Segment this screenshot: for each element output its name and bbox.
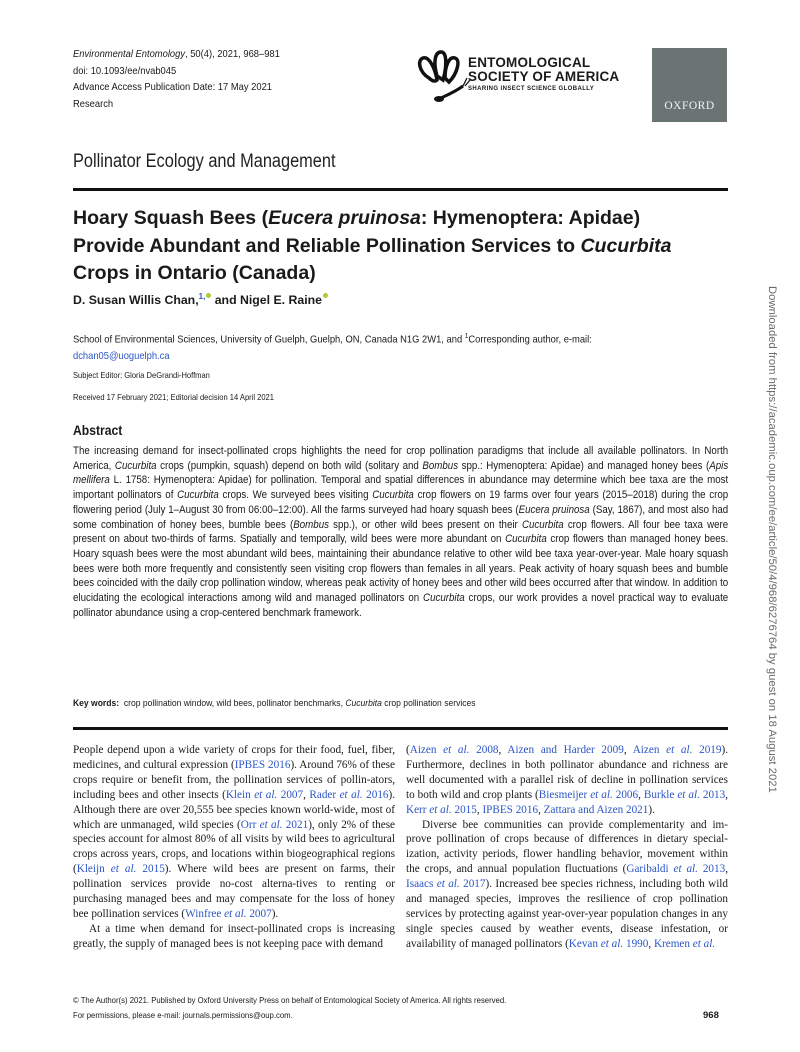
esa-logo-text: ENTOMOLOGICAL SOCIETY OF AMERICA SHARING INSECT SCIENCE GLOBALLY: [468, 55, 620, 92]
copyright-footer: [73, 993, 506, 1023]
citation-link[interactable]: Orr et al. 2021: [240, 818, 309, 831]
body-column-right: [406, 743, 728, 952]
article-title: Hoary Squash Bees (Eucera pruinosa: Hymenoptera: Apidae) Provide Abundant and Reliable Pollination Services to Cucurbita Crops in Ontario (Canada): [73, 207, 672, 284]
top-divider: [73, 188, 728, 191]
affiliation-marker[interactable]: 1,: [198, 292, 206, 301]
subject-editor: Subject Editor: Gloria DeGrandi-Hoffman: [73, 370, 210, 380]
journal-meta: [73, 47, 280, 113]
citation-link[interactable]: Klein et al. 2007: [225, 788, 304, 801]
citation-link[interactable]: Biesmeijer et al. 2006: [538, 788, 639, 801]
affiliation: School of Environmental Sciences, University of Guelph, Guelph, ON, Canada N1G 2W1, and $^1$Corresponding author, e-mail: dchan05@uoguelph.ca: [73, 333, 592, 362]
journal-name: Environmental Entomology: [73, 49, 186, 60]
author-email-link[interactable]: dchan05@uoguelph.ca: [73, 350, 170, 362]
citation-link[interactable]: Aizen et al. 2008: [409, 744, 499, 756]
body-column-left: [73, 743, 395, 952]
citation-link[interactable]: Aizen et al. 2019: [632, 744, 722, 756]
abstract-heading: Abstract: [73, 423, 123, 438]
page-number: 968: [703, 1010, 719, 1021]
citation-link[interactable]: Zattara and Aizen 2021: [543, 803, 649, 816]
citation-link[interactable]: IPBES 2016: [482, 803, 539, 816]
citation-link[interactable]: Kerr et al. 2015: [406, 803, 477, 816]
received-dates: Received 17 February 2021; Editorial decision 14 April 2021: [73, 392, 274, 402]
article-type: Research: [73, 98, 114, 110]
journal-citation: Environmental Entomology, 50(4), 2021, 968–981: [73, 49, 280, 60]
body-paragraph: Diverse bee communities can provide complementarity and im-prove pollination of crops because of differences in dietary special-ization, activity periods, flower handling behavior, movement within the crops, and annual population fluctuations (Garibaldi et al. 2013, Isaacs et al. 2017). Increased bee species richness, including both wild and managed species, improves the resilience of crop pollination services by protecting against year-over-year population changes in any single species caused by weather events, disease infestation, or availability of managed pollinators (Kevan et al. 1990, Kremen et al.: [406, 818, 729, 950]
doi[interactable]: doi: 10.1093/ee/nvab045: [73, 65, 177, 77]
abstract-divider: [73, 727, 728, 730]
citation-link[interactable]: Winfree et al. 2007: [185, 907, 272, 920]
body-paragraph: At a time when demand for insect-pollinated crops is increasing greatly, the supply of managed bees is not keeping pace with demand: [73, 922, 395, 950]
body-paragraph: People depend upon a wide variety of crops for their food, fuel, fiber, medicines, and cultural expression (IPBES 2016). Around 76% of these crops require or benefit from, the pollination services of pollin-ators, including bees and other insects (Klein et al. 2007, Rader et al. 2016). Although there are over 20,555 bee species known world-wide, most of which are unmanaged, wild species (Orr et al. 2021), only 2% of these species account for almost 80% of all visits by wild bees to agricultural crops across years, crops, and locations within biogeographical regions (Kleijn et al. 2015). Where wild bees are present on farms, their pollination services provide no-cost alterna-tives to renting or purchasing managed bees and may compensate for the loss of honey bee pollination services (Winfree et al. 2007).: [73, 744, 396, 920]
download-stamp: Downloaded from https://academic.oup.com/ee/article/50/4/968/6276764 by guest on 18 August 2021: [766, 286, 778, 793]
citation-link[interactable]: Isaacs et al. 2017: [406, 878, 486, 891]
citation-link[interactable]: Garibaldi et al. 2013: [626, 863, 726, 876]
citation-link[interactable]: Aizen and Harder 2009: [507, 744, 624, 756]
author-name[interactable]: and Nigel E. Raine: [211, 293, 322, 308]
citation-link[interactable]: Rader et al. 2016: [309, 788, 389, 801]
citation-link[interactable]: Kevan et al. 1990: [568, 937, 649, 950]
advance-access-date: Advance Access Publication Date: 17 May 2021: [73, 82, 273, 94]
citation-link[interactable]: Kleijn et al. 2015: [76, 863, 165, 876]
orcid-icon[interactable]: [323, 293, 328, 298]
keywords: Key words: crop pollination window, wild bees, pollinator benchmarks, Cucurbita crop pollination services: [73, 698, 476, 709]
author-name[interactable]: D. Susan Willis Chan,: [73, 293, 199, 308]
section-heading: Pollinator Ecology and Management: [73, 151, 336, 172]
oxford-logo: OXFORD: [652, 48, 727, 122]
citation-link[interactable]: Kremen et al.: [653, 937, 716, 950]
authors: [73, 292, 328, 307]
citation-link[interactable]: IPBES 2016: [234, 758, 291, 771]
copyright-text: © The Author(s) 2021. Published by Oxford University Press on behalf of Entomological Society of America. All rights reserved.: [73, 995, 507, 1005]
abstract-body: The increasing demand for insect-pollinated crops highlights the need for crop pollination paradigms that include all available pollinators. In North America, Cucurbita crops (pumpkin, squash) depend on both wild (solitary and Bombus spp.: Hymenoptera: Apidae) and managed honey bees (Apis mellifera L. 1758: Hymenoptera: Apidae) for pollination. Temporal and spatial differences in abundance may determine which bee taxa are the most important pollinators of Cucurbita crops. We surveyed bees visiting Cucurbita crop flowers on 19 farms over four years (2015–2018) during the crop flowering period (July 1–August 30 from 06:00–12:00). All the farms surveyed had hoary squash bees (Eucera pruinosa (Say, 1867), and most also had some combination of honey bees, bumble bees (Bombus spp.), or other wild bees present on their Cucurbita crop flowers. All four bee taxa were present on about two-thirds of farms. Spatially and temporally, wild bees were more abundant on Cucurbita crop flowers than managed honey bees. Hoary squash bees were the most abundant wild bees, maintaining their abundance relative to other wild bee taxa year-over-year. Male hoary squash bees were both more frequently and consistently seen visiting crop flowers than females in all years. Peak activity of hoary squash bees and bumble bees coincided with the daily crop pollination window, whereas peak activity of honey bees and other wild bees occurred after that window. In addition to elucidating the ecological interactions among wild and managed pollinators on Cucurbita crops, our work provides a novel practical way to evaluate pollinator abundance using a crop-centered benchmark framework.: [73, 445, 729, 619]
body-paragraph: (Aizen et al. 2008, Aizen and Harder 2009, Aizen et al. 2019). Furthermore, declines in both pollinator abundance and richness are well documented with a parallel risk of decline in pollination services to both wild and crop plants (Biesmeijer et al. 2006, Burkle et al. 2013, Kerr et al. 2015, IPBES 2016, Zattara and Aizen 2021).: [406, 744, 729, 816]
permissions-text: For permissions, please e-mail: journals.permissions@oup.com.: [73, 1010, 293, 1020]
citation-link[interactable]: Burkle et al. 2013: [643, 788, 726, 801]
keywords-label: Key words:: [73, 698, 120, 709]
